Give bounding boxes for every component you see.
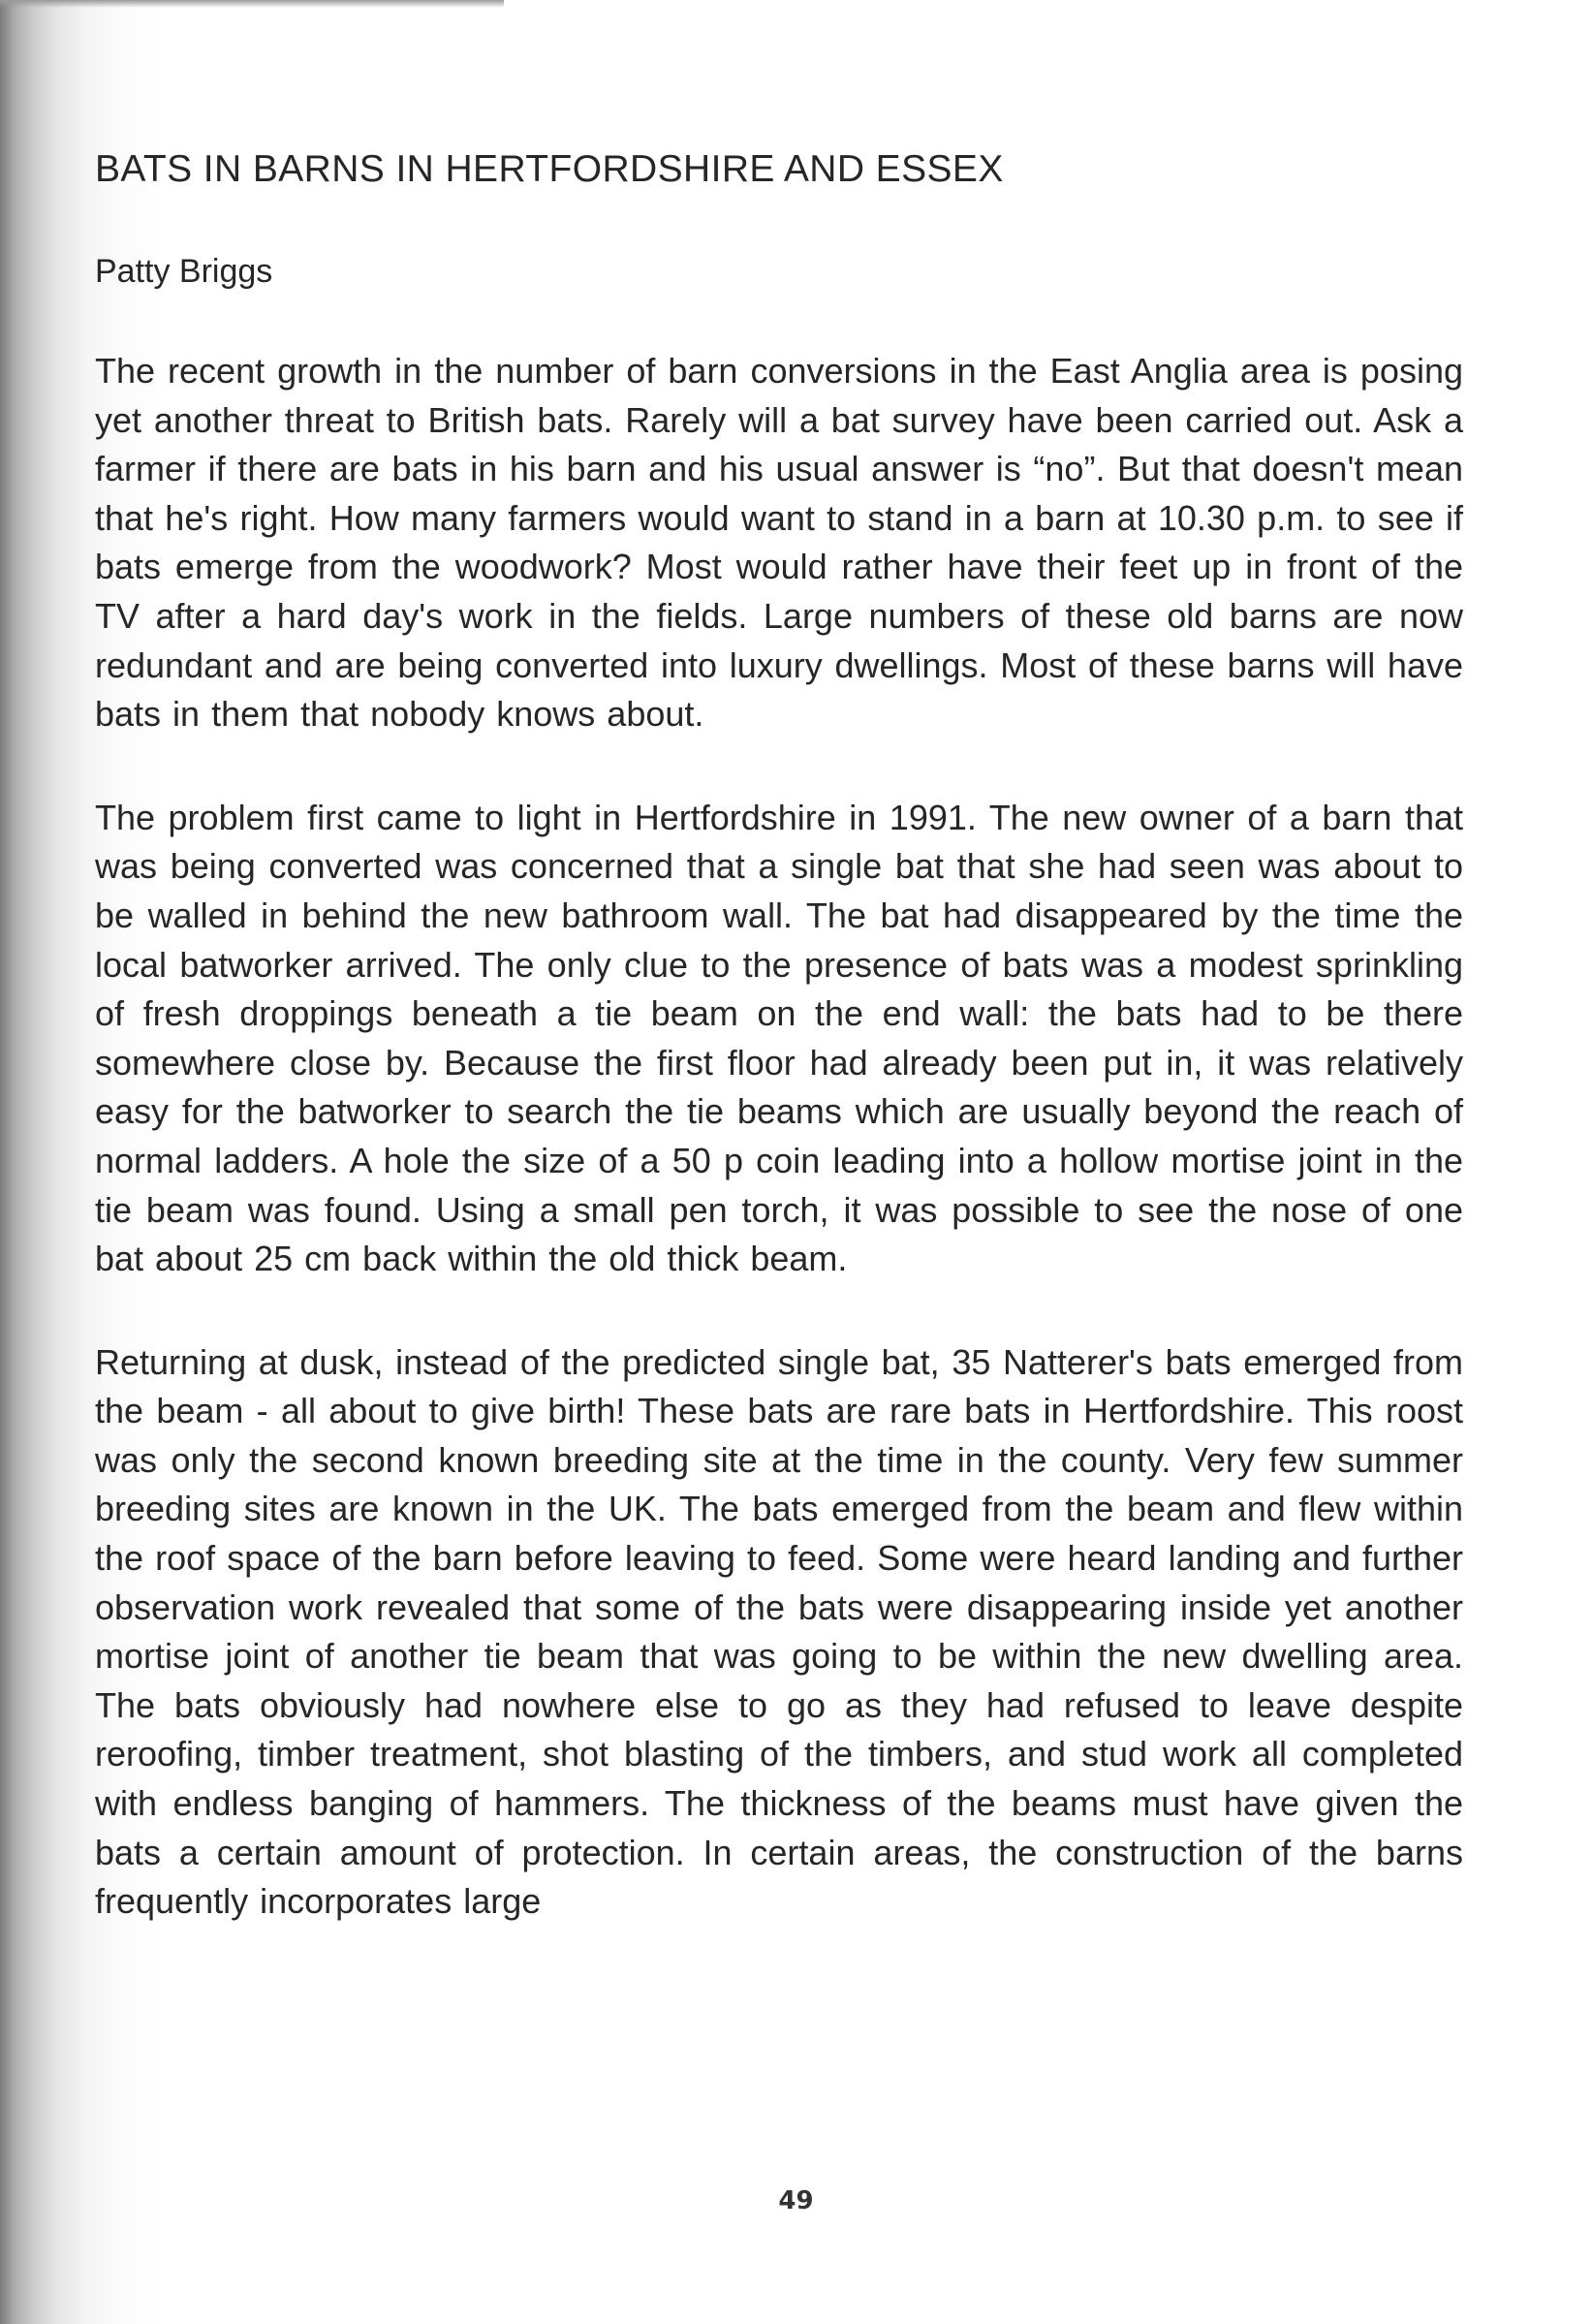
paragraph-3: Returning at dusk, instead of the predicted single bat, 35 Natterer's bats emerged from the beam - all about to give birth! These bats are rare bats in Hertfordshire. This roost was only the second known breeding site at the time in the county. Very few summer breeding sites are known in the UK. The bats emerged from the beam and flew within the roof space of the barn before leaving to feed. Some were heard landing and further observation work revealed that some of the bats were disappearing inside yet another mortise joint of another tie beam that was going to be within the new dwelling area. The bats obviously had nowhere else to go as they had refused to leave despite reroofing, timber treatment, shot blasting of the timbers, and stud work all completed with endless banging of hammers. The thickness of the beams must have given the bats a certain amount of protection. In certain areas, the construction of the barns frequently incorporates large <box>95 1341 1463 1922</box>
article-body <box>95 145 1463 1927</box>
page-number: 49 <box>778 2186 814 2215</box>
page-edge-shadow <box>0 0 504 8</box>
paragraph-2: The problem first came to light in Hertfordshire in 1991. The new owner of a barn that was being converted was concerned that a single bat that she had seen was about to be walled in behind the new bathroom wall. The bat had disappeared by the time the local batworker arrived. The only clue to the presence of bats was a modest sprinkling of fresh droppings beneath a tie beam on the end wall: the bats had to be there somewhere close by. Because the first floor had already been put in, it was relatively easy for the batworker to search the tie beams which are usually beyond the reach of normal ladders. A hole the size of a 50 p coin leading into a hollow mortise joint in the tie beam was found. Using a small pen torch, it was possible to see the nose of one bat about 25 cm back within the old thick beam. <box>95 797 1463 1279</box>
article-author: Patty Briggs <box>95 253 273 290</box>
paragraph-1: The recent growth in the number of barn conversions in the East Anglia area is posing yet another threat to British bats. Rarely will a bat survey have been carried out. Ask a farmer if there are bats in his barn and his usual answer is “no”. But that doesn't mean that he's right. How many farmers would want to stand in a barn at 10.30 p.m. to see if bats emerge from the woodwork? Most would rather have their feet up in front of the TV after a hard day's work in the fields. Large numbers of these old barns are now redundant and are being converted into luxury dwellings. Most of these barns will have bats in them that nobody knows about. <box>95 351 1463 735</box>
article-title: BATS IN BARNS IN HERTFORDSHIRE AND ESSEX <box>95 148 1004 190</box>
